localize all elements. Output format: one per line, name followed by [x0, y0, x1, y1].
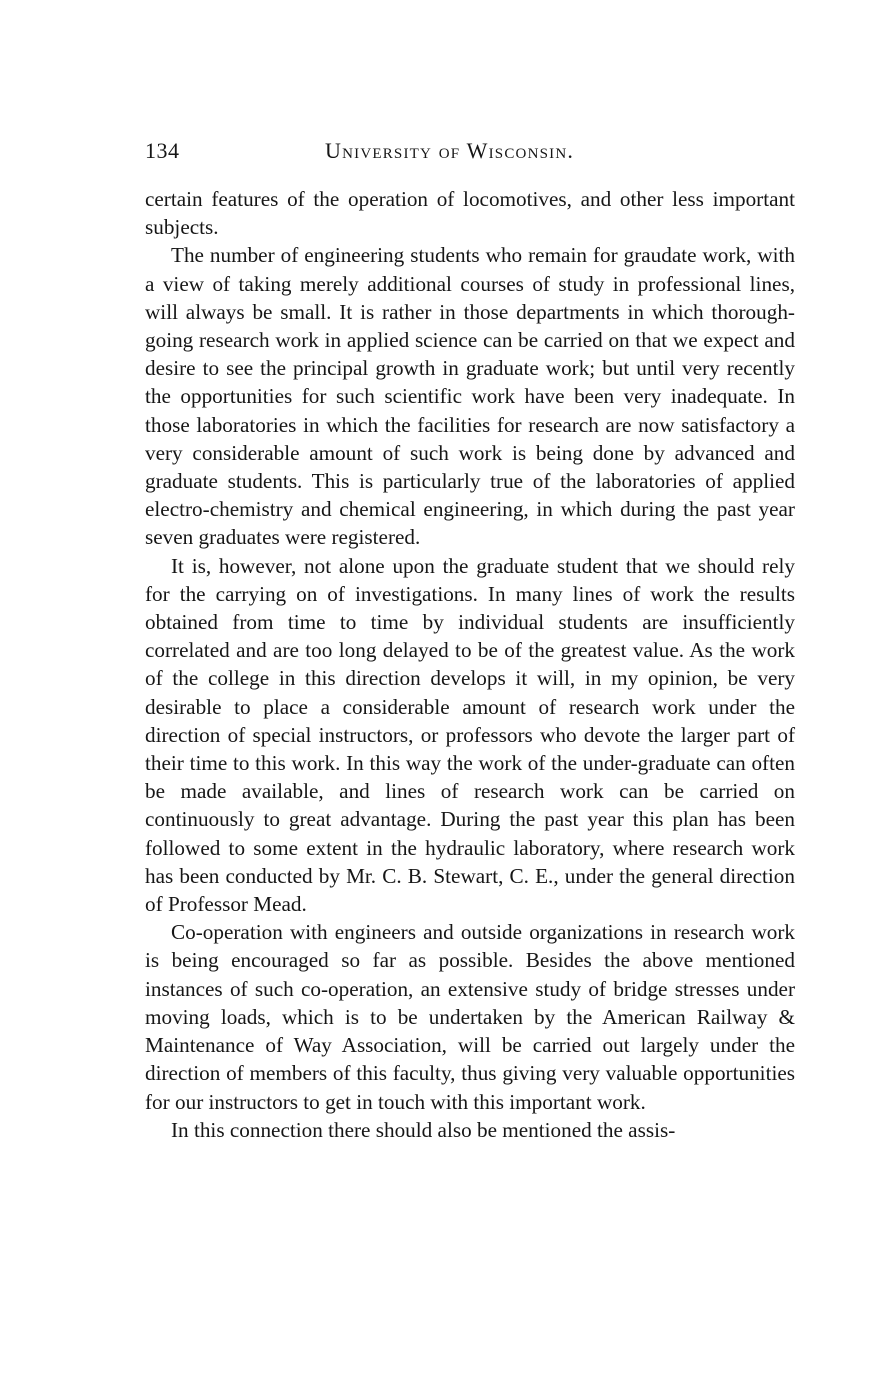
book-page [145, 136, 795, 1144]
paragraph: Co-operation with engineers and outside organizations in research work is being encouraged so far as possible. Besides the above mentioned instances of such co-operation, an extensive study of bridge stresses under moving loads, which is to be undertaken by the American Railway & Maintenance of Way Association, will be carried out largely under the direction of members of this faculty, thus giving very valuable opportunities for our instructors to get in touch with this important work. [145, 920, 795, 1114]
body-text [145, 185, 795, 1144]
paragraph: The number of engineering students who remain for graudate work, with a view of taking merely additional courses of study in professional lines, will always be small. It is rather in those departments in which thorough-going research work in applied science can be carried on that we expect and desire to see the principal growth in graduate work; but until very recently the opportunities for such scientific work have been very inadequate. In those laboratories in which the facilities for research are now satisfactory a very considerable amount of such work is being done by advanced and graduate students. This is particularly true of the laboratories of applied electro-chemistry and chemical engineering, in which during the past year seven graduates were registered. [145, 243, 795, 550]
running-title: University of Wisconsin. [325, 138, 575, 163]
paragraph-continued: certain features of the operation of locomotives, and other less important subjects. [145, 187, 795, 240]
running-header [145, 136, 795, 166]
paragraph: It is, however, not alone upon the graduate student that we should rely for the carrying on of investigations. In many lines of work the results obtained from time to time by individual students are insufficiently correlated and are too long delayed to be of the greatest value. As the work of the college in this direction develops it will, in my opinion, be very desirable to place a considerable amount of research work under the direction of special instructors, or professors who devote the larger part of their time to this work. In this way the work of the under-graduate can often be made available, and lines of research work can be carried on continuously to great advantage. During the past year this plan has been followed to some extent in the hydraulic laboratory, where research work has been conducted by Mr. C. B. Stewart, C. E., under the general direction of Professor Mead. [145, 553, 795, 917]
paragraph: In this connection there should also be mentioned the assis- [171, 1117, 676, 1142]
page-number: 134 [145, 138, 180, 163]
